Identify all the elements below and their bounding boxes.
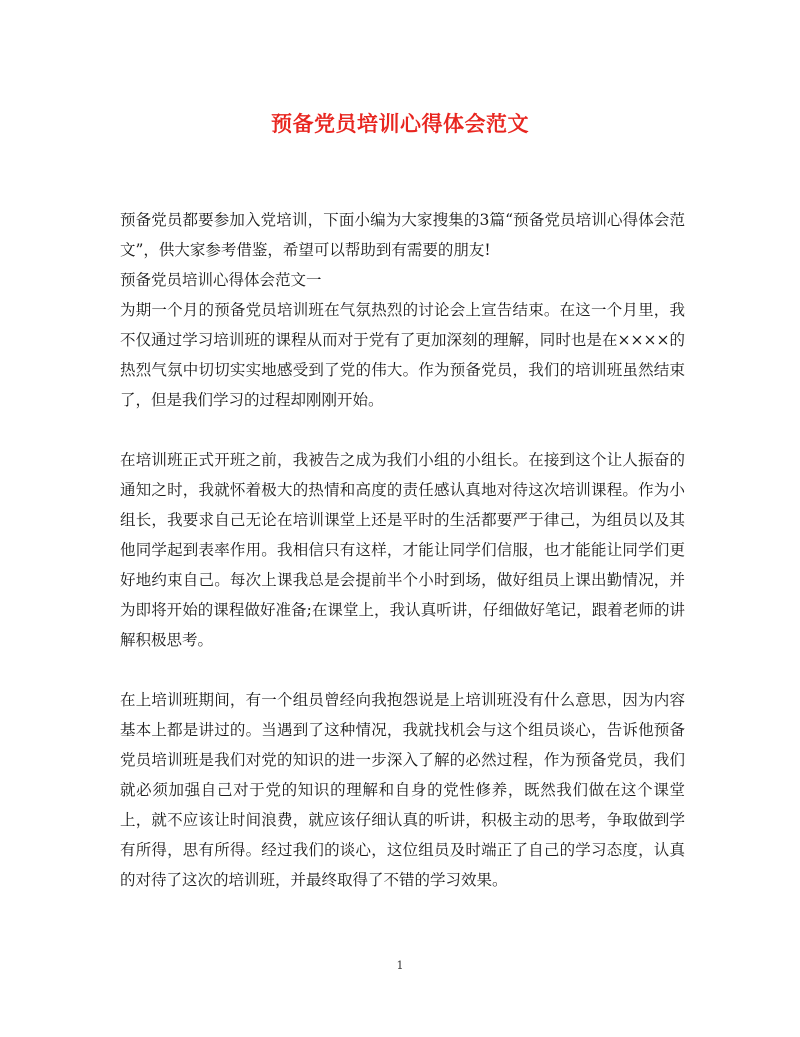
body-paragraph-2: 在培训班正式开班之前，我被告之成为我们小组的小组长。在接到这个让人振奋的通知之时，我就怀着极大的热情和高度的责任感认真地对待这次培训课程。作为小组长，我要求自己无论在培训课堂上还是平时的生活都要严于律己，为组员以及其他同学起到表率作用。我相信只有这样，才能让同学们信服，也才能能让同学们更好地约束自己。每次上课我总是会提前半个小时到场，做好组员上课出勤情况，并为即将开始的课程做好准备;在课堂上，我认真听讲，仔细做好笔记，跟着老师的讲解积极思考。 — [120, 451, 685, 649]
intro-paragraph: 预备党员都要参加入党培训，下面小编为大家搜集的3篇“预备党员培训心得体会范文”，供大家参考借鉴，希望可以帮助到有需要的朋友! — [120, 211, 685, 259]
body-paragraph-1: 为期一个月的预备党员培训班在气氛热烈的讨论会上宣告结束。在这一个月里，我不仅通过学习培训班的课程从而对于党有了更加深刻的理解，同时也是在××××的热烈气氛中切切实实地感受到了党的伟大。作为预备党员，我们的培训班虽然结束了，但是我们学习的过程却刚刚开始。 — [120, 301, 685, 409]
document-title: 预备党员培训心得体会范文 — [271, 111, 529, 136]
page-number: 1 — [396, 959, 404, 972]
section-heading: 预备党员培训心得体会范文一 — [120, 271, 322, 289]
document-body — [120, 205, 685, 895]
body-paragraph-3: 在上培训班期间，有一个组员曾经向我抱怨说是上培训班没有什么意思，因为内容基本上都是讲过的。当遇到了这种情况，我就找机会与这个组员谈心，告诉他预备党员培训班是我们对党的知识的进一步深入了解的必然过程，作为预备党员，我们就必须加强自己对于党的知识的理解和自身的党性修养，既然我们做在这个课堂上，就不应该让时间浪费，就应该仔细认真的听讲，积极主动的思考，争取做到学有所得，思有所得。经过我们的谈心，这位组员及时端正了自己的学习态度，认真的对待了这次的培训班，并最终取得了不错的学习效果。 — [120, 691, 685, 889]
